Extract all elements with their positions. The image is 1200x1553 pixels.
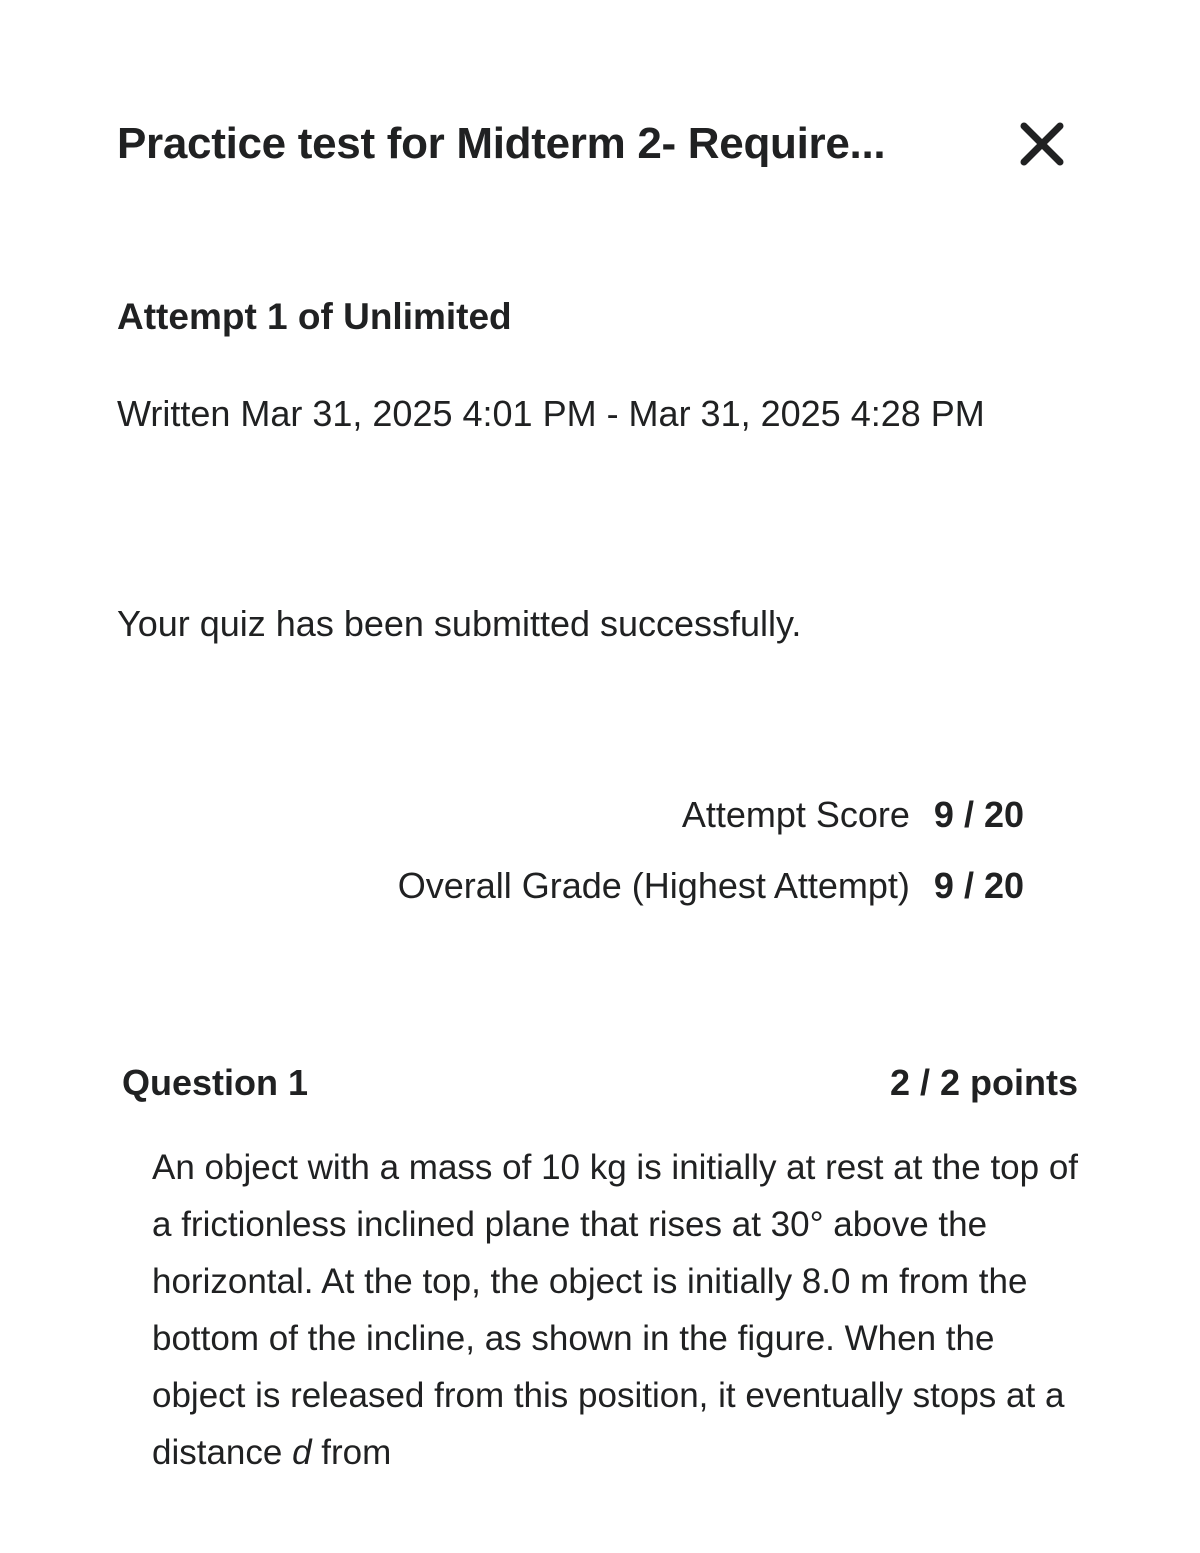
overall-grade-row [398,861,1024,911]
close-icon [1010,112,1074,176]
attempt-written-time: Written Mar 31, 2025 4:01 PM - Mar 31, 2025 4:28 PM [117,393,985,434]
close-button[interactable] [1010,112,1074,176]
overall-grade-label: Overall Grade (Highest Attempt) [397,865,910,906]
question-points: 2 / 2 points [889,1062,1078,1103]
question-text-continuation: from [311,1433,392,1472]
attempt-score-label: Attempt Score [681,794,910,835]
dialog-title: Practice test for Midterm 2- Require... [117,119,886,168]
question-header [122,1058,1078,1108]
question-variable: d [292,1433,312,1472]
submission-status-message: Your quiz has been submitted successfully. [117,603,802,644]
attempt-score-row [682,790,1024,840]
question-text-body: An object with a mass of 10 kg is initially at rest at the top of a frictionless inclined plane that rises at 30° above the horizontal. At the top, the object is initially 8.0 m from the bottom of the incline, as shown in the figure. When the object is released from this position, it eventually stops at a distance [152,1148,1079,1472]
overall-grade-value: 9 / 20 [933,865,1024,906]
question-label: Question 1 [122,1062,309,1103]
attempt-label: Attempt 1 of Unlimited [117,296,512,337]
question-text [152,1139,1092,1481]
attempt-score-value: 9 / 20 [933,794,1024,835]
